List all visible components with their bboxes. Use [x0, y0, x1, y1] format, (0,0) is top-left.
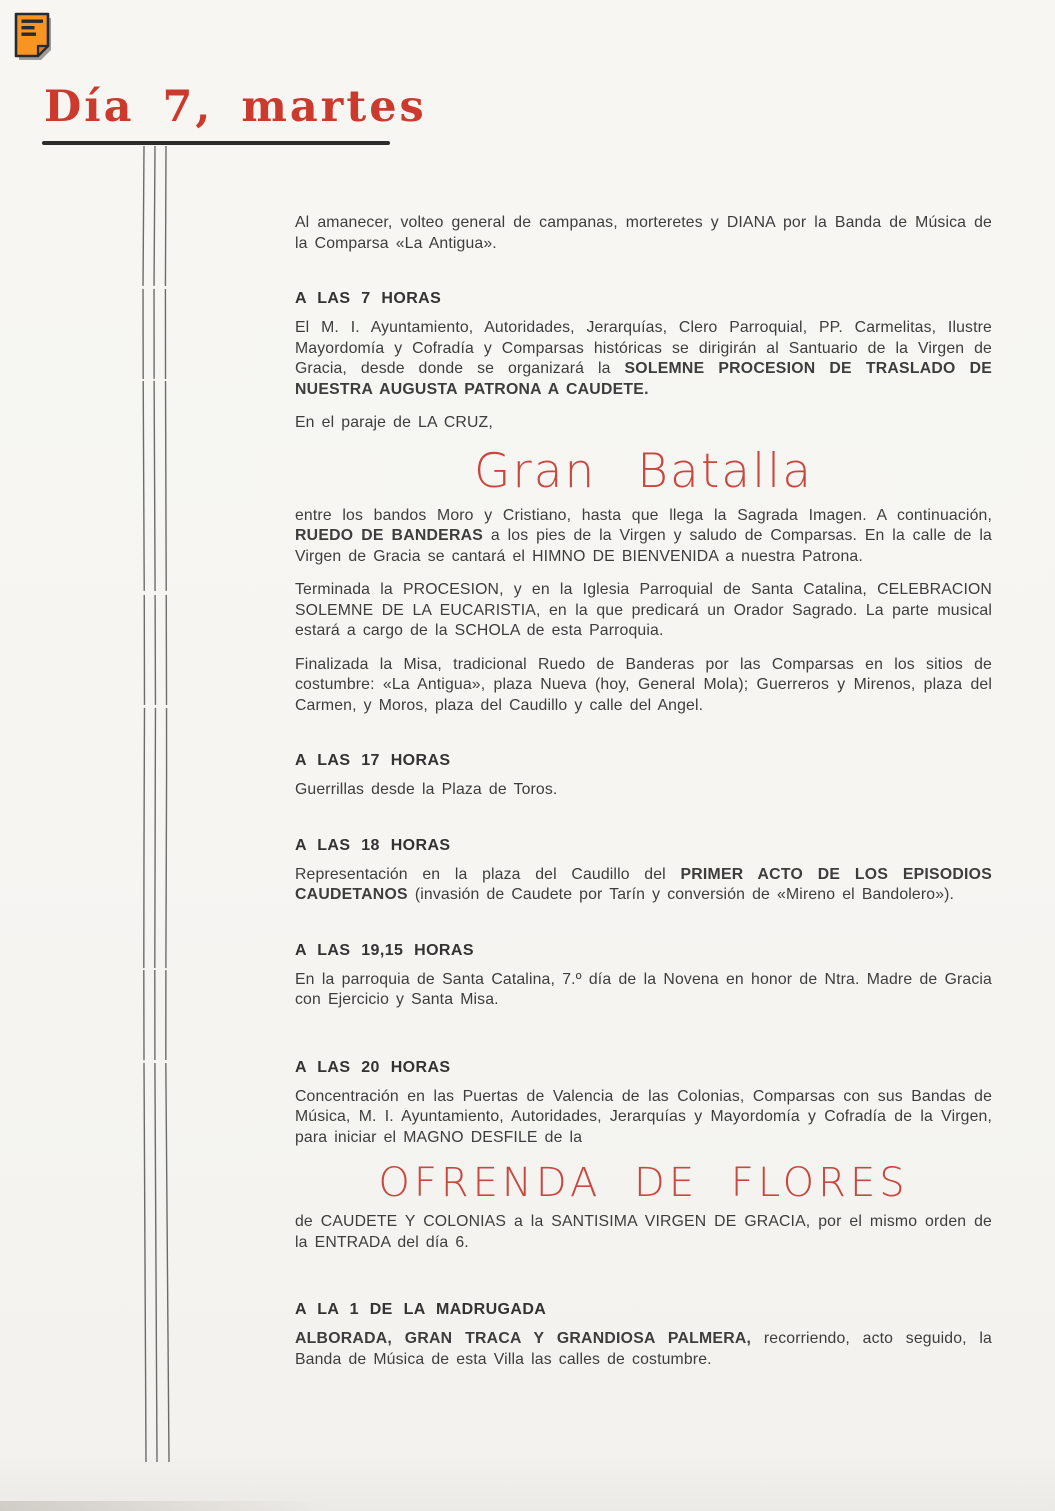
- paragraph: En la parroquia de Santa Catalina, 7.º día de la Novena en honor de Ntra. Madre de Gracia con Ejercicio y Santa Misa.: [295, 970, 992, 1008]
- paragraph: [295, 1329, 992, 1370]
- paragraph: Finalizada la Misa, tradicional Ruedo de Banderas por las Comparsas en los sitios de costumbre: «La Antigua», plaza Nueva (hoy, General Mola); Guerreros y Mirenos, plaza del Carmen, y Moros, plaza del Caudillo y calle del Angel.: [295, 655, 992, 714]
- time-heading-1-madrugada: A LA 1 DE LA MADRUGADA: [295, 1301, 547, 1318]
- text-segment: RUEDO DE BANDERAS: [295, 527, 484, 544]
- time-heading-20-horas: A LAS 20 HORAS: [295, 1058, 451, 1076]
- paragraph: En el paraje de LA CRUZ,: [295, 414, 493, 431]
- scan-crease-lines: [136, 146, 180, 1462]
- title-rule: [42, 141, 390, 145]
- scan-edge-shadow: [0, 1501, 360, 1511]
- time-heading-7-horas: A LAS 7 HORAS: [295, 290, 442, 307]
- paragraph: [295, 865, 992, 906]
- event-title-ofrenda-de-flores: OFRENDA DE FLORES: [378, 1160, 909, 1206]
- time-heading-17-horas: A LAS 17 HORAS: [295, 752, 451, 769]
- text-segment: SOLEMNE PROCESION DE TRASLADO DE NUESTRA AUGUSTA PATRONA A CAUDETE.: [295, 360, 993, 398]
- text-segment: entre los bandos Moro y Cristiano, hasta que llega la Sagrada Imagen. A continuación,: [295, 506, 992, 524]
- text-segment: PRIMER ACTO DE LOS EPISODIOS CAUDETANOS: [295, 865, 992, 903]
- text-segment: El M. I. Ayuntamiento, Autoridades, Jerarquías, Clero Parroquial, PP. Carmelitas, Ilustre Mayordomía y Cofradía y Comparsas históricas se dirigirán al Santuario de la Virgen de Gracia, desde donde se organizará la: [295, 319, 992, 377]
- paragraph: Guerrillas desde la Plaza de Toros.: [295, 781, 558, 798]
- paragraph: [295, 506, 992, 568]
- paragraph: Terminada la PROCESION, y en la Iglesia Parroquial de Santa Catalina, CELEBRACION SOLEMNE DE LA EUCARISTIA, en la que predicará un Orador Sagrado. La parte musical estará a cargo de la SCHOLA de esta Parroquia.: [295, 581, 992, 639]
- text-segment: a los pies de la Virgen y saludo de Comparsas. En la calle de la Virgen de Gracia se cantará el HIMNO DE BIENVENIDA a nuestra Patrona.: [295, 527, 992, 565]
- text-segment: (invasión de Caudete por Tarín y conversión de «Mireno el Bandolero»).: [407, 886, 955, 903]
- event-title-gran-batalla: Gran Batalla: [474, 443, 813, 499]
- time-heading-19-15-horas: A LAS 19,15 HORAS: [295, 941, 474, 959]
- content-column: [295, 213, 992, 1383]
- note-icon: [11, 12, 57, 64]
- paragraph: de CAUDETE Y COLONIAS a la SANTISIMA VIRGEN DE GRACIA, por el mismo orden de la ENTRADA del día 6.: [295, 1213, 992, 1251]
- text-segment: recorriendo, acto seguido, la Banda de Música de esta Villa las calles de costumbre.: [295, 1330, 992, 1368]
- text-segment: ALBORADA, GRAN TRACA Y GRANDIOSA PALMERA,: [295, 1330, 752, 1347]
- paragraph: [295, 318, 992, 400]
- paragraph: Concentración en las Puertas de Valencia de las Colonias, Comparsas con sus Bandas de Música, M. I. Ayuntamiento, Autoridades, Jerarquías y Mayordomía y Cofradía de la Virgen, para iniciar el MAGNO DESFILE de la: [295, 1087, 992, 1146]
- page-title: Día 7, martes: [44, 82, 427, 132]
- paragraph-intro: Al amanecer, volteo general de campanas, morteretes y DIANA por la Banda de Música de la Comparsa «La Antigua».: [295, 214, 992, 252]
- text-segment: Representación en la plaza del Caudillo del: [295, 865, 681, 883]
- time-heading-18-horas: A LAS 18 HORAS: [295, 836, 451, 854]
